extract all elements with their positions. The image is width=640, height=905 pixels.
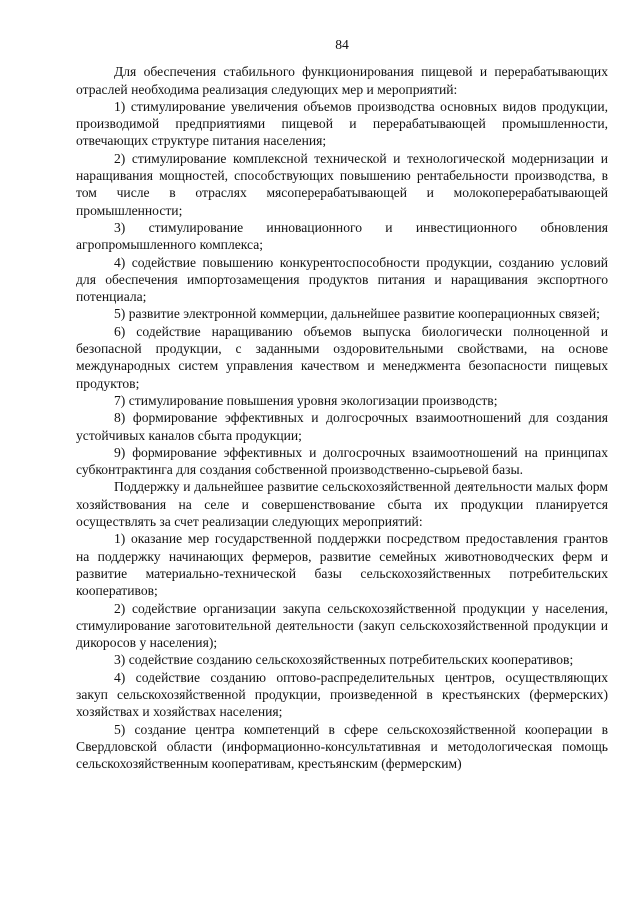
page-number: 84	[335, 37, 349, 52]
list-item-food-2: 2) стимулирование комплексной технической и технологической модернизации и наращивания мощностей, способствующих повышению рентабельности производства, в том числе в отраслях мясоперерабатывающей и молокоперерабатывающей промышленности;	[76, 150, 608, 218]
list-item-food-3: 3) стимулирование инновационного и инвестиционного обновления агропромышленного комплекса;	[76, 219, 608, 253]
document-page	[76, 36, 608, 772]
list-item-farms-4: 4) содействие созданию оптово-распределительных центров, осуществляющих закуп сельскохозяйственной продукции, произведенной в крестьянских (фермерских) хозяйствах и хозяйствах населения;	[76, 669, 608, 720]
list-item-food-9: 9) формирование эффективных и долгосрочных взаимоотношений на принципах субконтрактинга для создания собственной производственно-сырьевой базы.	[76, 444, 608, 478]
list-item-farms-3: 3) содействие созданию сельскохозяйственных потребительских кооперативов;	[114, 652, 574, 668]
list-item-food-4: 4) содействие повышению конкурентоспособности продукции, созданию условий для обеспечения импортозамещения продуктов питания и наращивания экспортного потенциала;	[76, 254, 608, 305]
list-item-food-7: 7) стимулирование повышения уровня экологизации производств;	[114, 392, 498, 408]
list-item-food-1: 1) стимулирование увеличения объемов производства основных видов продукции, производимой предприятиями пищевой и перерабатывающей промышленности, отвечающих структуре питания населения;	[76, 98, 608, 149]
list-item-farms-1: 1) оказание мер государственной поддержки посредством предоставления грантов на поддержку начинающих фермеров, развитие семейных животноводческих ферм и развитие материально-технической базы сельскохозяйственных потребительских кооперативов;	[76, 531, 608, 599]
list-item-food-6: 6) содействие наращиванию объемов выпуска биологически полноценной и безопасной продукции, с заданными оздоровительными свойствами, на основе международных систем управления качеством и менеджмента безопасности пищевых продуктов;	[76, 323, 608, 391]
list-item-farms-5: 5) создание центра компетенций в сфере сельскохозяйственной кооперации в Свердловской области (информационно-консультативная и методологическая помощь сельскохозяйственным кооперативам, крестьянским (фермерским)	[76, 721, 608, 772]
document-body	[76, 63, 608, 772]
list-item-food-8: 8) формирование эффективных и долгосрочных взаимоотношений для создания устойчивых каналов сбыта продукции;	[76, 410, 608, 443]
paragraph-intro-small-farms: Поддержку и дальнейшее развитие сельскохозяйственной деятельности малых форм хозяйствования на селе и совершенствование сбыта их продукции планируется осуществлять за счет реализации следующих мероприятий:	[76, 479, 608, 530]
list-item-food-5: 5) развитие электронной коммерции, дальнейшее развитие кооперационных связей;	[114, 306, 600, 322]
list-item-farms-2: 2) содействие организации закупа сельскохозяйственной продукции у населения, стимулирование заготовительной деятельности (закуп сельскохозяйственной продукции и дикоросов у населения);	[76, 600, 608, 651]
paragraph-intro-food-industry: Для обеспечения стабильного функционирования пищевой и перерабатывающих отраслей необходима реализация следующих мер и мероприятий:	[76, 64, 608, 97]
